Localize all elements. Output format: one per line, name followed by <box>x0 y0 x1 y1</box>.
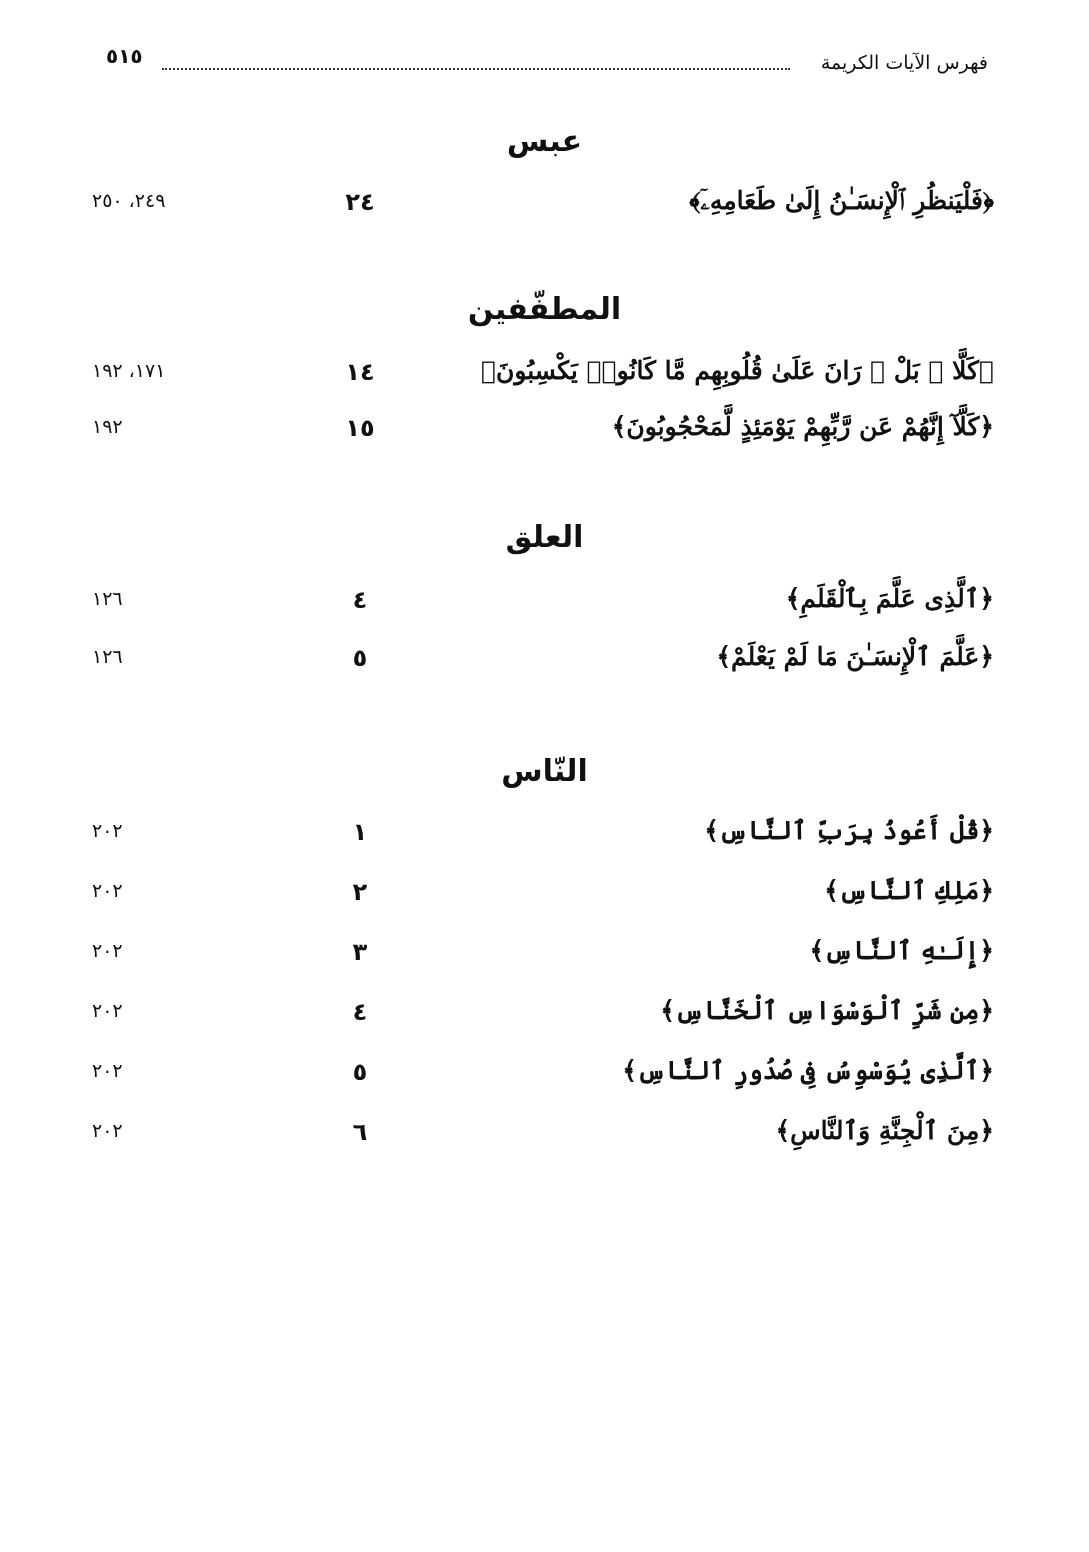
verse-text: ﴿إِلَـٰهِ ٱلنَّاسِ﴾ <box>809 936 994 965</box>
verse-pages: ١٢٦ <box>92 646 123 668</box>
verse-pages: ٢٠٢ <box>92 1000 123 1022</box>
verse-pages: ٢٠٢ <box>92 1060 123 1082</box>
verse-number: ١ <box>352 818 368 846</box>
verse-number: ٢٤ <box>345 188 375 216</box>
verse-pages: ١٩٢ <box>92 416 123 438</box>
verse-pages: ٢٠٢ <box>92 880 123 902</box>
surah-title-nas: النّاس <box>501 754 588 789</box>
verse-number: ٥ <box>352 644 368 672</box>
verse-text: ﴿مِنَ ٱلْجِنَّةِ وَٱلنَّاسِ﴾ <box>775 1116 994 1145</box>
header-title: فهرس الآيات الكريمة <box>820 52 988 74</box>
verse-number: ١٤ <box>345 358 375 386</box>
verse-row <box>0 810 1089 858</box>
verse-text: ﴿مِن شَرِّ ٱلْوَسْوَاسِ ٱلْخَنَّاسِ﴾ <box>660 996 994 1025</box>
verse-text: ﴿فَلْيَنظُرِ ٱلْإِنسَـٰنُ إِلَىٰ طَعَامِهِۦٓ﴾ <box>689 186 994 215</box>
verse-pages: ٢٤٩، ٢٥٠ <box>92 190 166 212</box>
verse-row <box>0 406 1089 454</box>
verse-text: ﴿ٱلَّذِى عَلَّمَ بِٱلْقَلَمِ﴾ <box>785 584 994 613</box>
verse-pages: ٢٠٢ <box>92 1120 123 1142</box>
verse-pages: ١٧١، ١٩٢ <box>92 360 166 382</box>
page-number: ٥١٥ <box>106 44 143 68</box>
verse-text: ﴿كَلَّآ إِنَّهُمْ عَن رَّبِّهِمْ يَوْمَئِذٍ لَّمَحْجُوبُونَ﴾ <box>611 412 994 441</box>
verse-number: ٤ <box>352 998 368 1026</box>
verse-row <box>0 636 1089 684</box>
verse-number: ٥ <box>352 1058 368 1086</box>
verse-row <box>0 930 1089 978</box>
verse-row <box>0 1050 1089 1098</box>
verse-text: ﴿ٱلَّذِى يُوَسْوِسُ فِى صُدُورِ ٱلنَّاسِ﴾ <box>622 1056 994 1085</box>
verse-row <box>0 578 1089 626</box>
verse-pages: ١٢٦ <box>92 588 123 610</box>
verse-row <box>0 990 1089 1038</box>
verse-text: ﴿عَلَّمَ ٱلْإِنسَـٰنَ مَا لَمْ يَعْلَمْ﴾ <box>716 642 994 671</box>
verse-pages: ٢٠٢ <box>92 820 123 842</box>
verse-number: ١٥ <box>345 414 375 442</box>
surah-title-alaq: العلق <box>505 520 584 555</box>
verse-pages: ٢٠٢ <box>92 940 123 962</box>
verse-number: ٤ <box>352 586 368 614</box>
verse-row <box>0 180 1089 228</box>
verse-text: ﴿كَلَّا ۖ بَلْ ۜ رَانَ عَلَىٰ قُلُوبِهِم مَّا كَانُوا۟ يَكْسِبُونَ﴾ <box>480 356 994 385</box>
verse-number: ٢ <box>352 878 368 906</box>
verse-number: ٦ <box>352 1118 368 1146</box>
verse-text: ﴿قُلْ أَعُوذُ بِرَبِّ ٱلنَّاسِ﴾ <box>704 816 994 845</box>
verse-row <box>0 350 1089 398</box>
verse-number: ٣ <box>352 938 368 966</box>
header-leader-dots <box>162 68 790 70</box>
verse-row <box>0 1110 1089 1158</box>
verse-row <box>0 870 1089 918</box>
running-header <box>100 40 988 80</box>
surah-title-abasa: عبس <box>506 124 583 159</box>
surah-title-mutaffifin: المطفّفين <box>467 292 622 327</box>
verse-text: ﴿مَلِكِ ٱلنَّاسِ﴾ <box>824 876 994 905</box>
